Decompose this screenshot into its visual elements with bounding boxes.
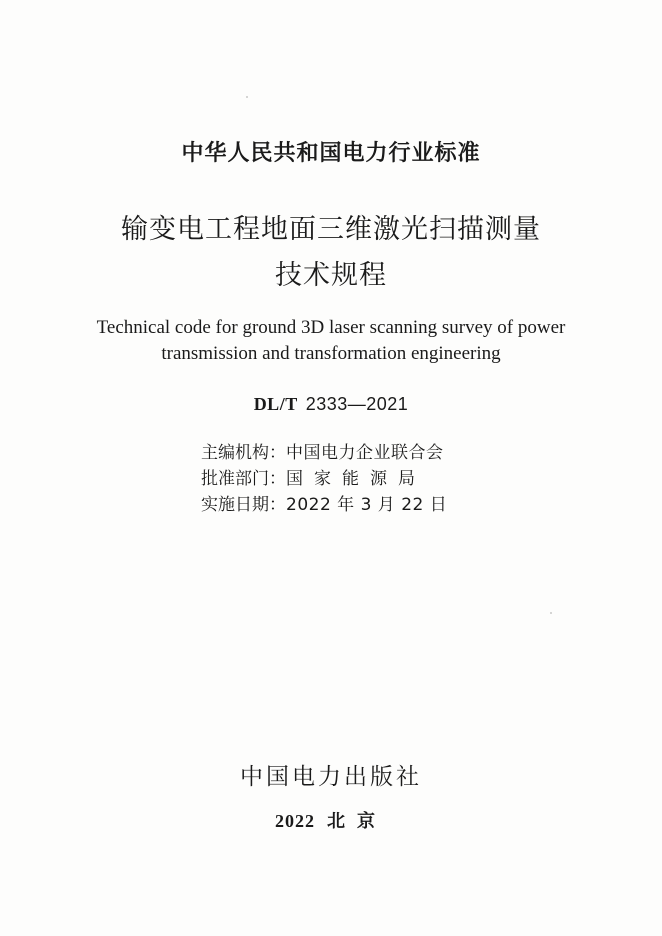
publication-place: [0, 807, 662, 833]
publication-year: 2022: [275, 811, 315, 831]
english-title-line1: Technical code for ground 3D laser scanning survey of power: [96, 317, 566, 338]
scan-speck: [246, 96, 248, 98]
editor-row: [201, 440, 447, 466]
document-title-line1: 输变电工程地面三维激光扫描测量: [121, 214, 541, 245]
document-info: [201, 440, 447, 518]
approver-value: 国家能源局: [286, 469, 426, 489]
editor-value: 中国电力企业联合会: [286, 443, 444, 463]
document-title-line2: 技术规程: [275, 260, 387, 291]
approver-row: [201, 466, 447, 492]
date-value: 2022 年 3 月 22 日: [286, 495, 448, 515]
english-title-line2: transmission and transformation engineering: [161, 343, 501, 364]
standard-code-prefix: DL/T: [253, 394, 298, 414]
date-label: 实施日期：: [201, 495, 286, 515]
editor-label: 主编机构：: [201, 443, 286, 463]
standard-code: [0, 394, 662, 415]
date-row: [201, 492, 447, 518]
publication-city: 北京: [327, 811, 387, 832]
approver-label: 批准部门：: [201, 469, 286, 489]
series-title: 中华人民共和国电力行业标准: [181, 141, 481, 166]
publisher-name: 中国电力出版社: [240, 764, 422, 790]
scan-speck: [550, 612, 552, 614]
standard-code-number: 2333—2021: [305, 394, 409, 414]
